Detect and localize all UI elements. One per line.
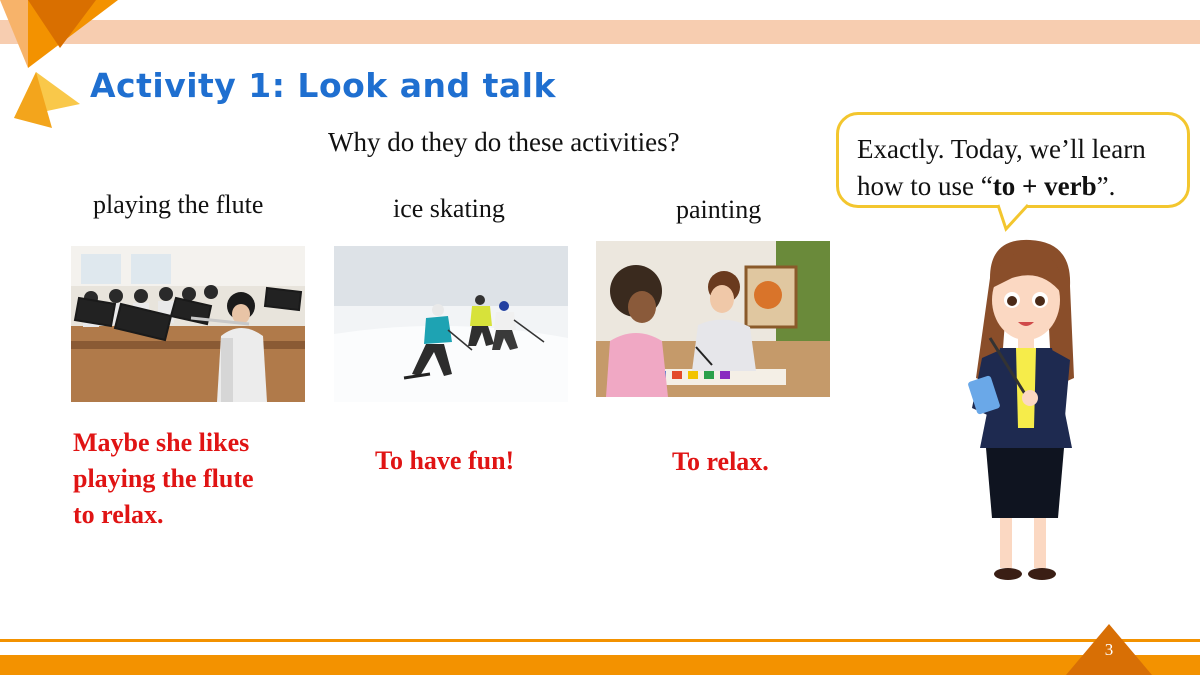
painting-photo bbox=[596, 241, 830, 397]
activity-label-skating: ice skating bbox=[393, 194, 505, 223]
speech-line-2-end: ”. bbox=[1096, 171, 1116, 201]
flute-photo bbox=[71, 246, 305, 402]
question-text: Why do they do these activities? bbox=[328, 127, 680, 157]
page-number: 3 bbox=[1104, 640, 1114, 659]
speech-line-2-bold: to + verb bbox=[992, 171, 1097, 201]
top-decor-band bbox=[0, 20, 1200, 44]
speech-line-1: Exactly. Today, we’ll learn bbox=[857, 134, 1146, 164]
bottom-decor-band bbox=[0, 655, 1200, 675]
answer-flute-line-2: playing the flute bbox=[73, 464, 254, 493]
speech-bubble-tail bbox=[994, 203, 1034, 233]
speech-line-2-start: how to use “ bbox=[857, 171, 993, 201]
slide-title: Activity 1: Look and talk bbox=[90, 66, 556, 105]
answer-skating: To have fun! bbox=[375, 446, 515, 475]
speech-line-2 bbox=[857, 168, 1187, 205]
answer-flute bbox=[73, 425, 333, 533]
speech-bubble-text bbox=[857, 131, 1187, 205]
ice-skating-photo bbox=[334, 246, 568, 402]
answer-painting: To relax. bbox=[672, 447, 769, 476]
answer-flute-line-3: to relax. bbox=[73, 500, 164, 529]
answer-flute-line-1: Maybe she likes bbox=[73, 428, 250, 457]
activity-label-painting: painting bbox=[676, 195, 762, 224]
bottom-decor-line bbox=[0, 639, 1200, 642]
teacher-illustration bbox=[960, 238, 1090, 588]
activity-label-flute: playing the flute bbox=[93, 190, 264, 219]
